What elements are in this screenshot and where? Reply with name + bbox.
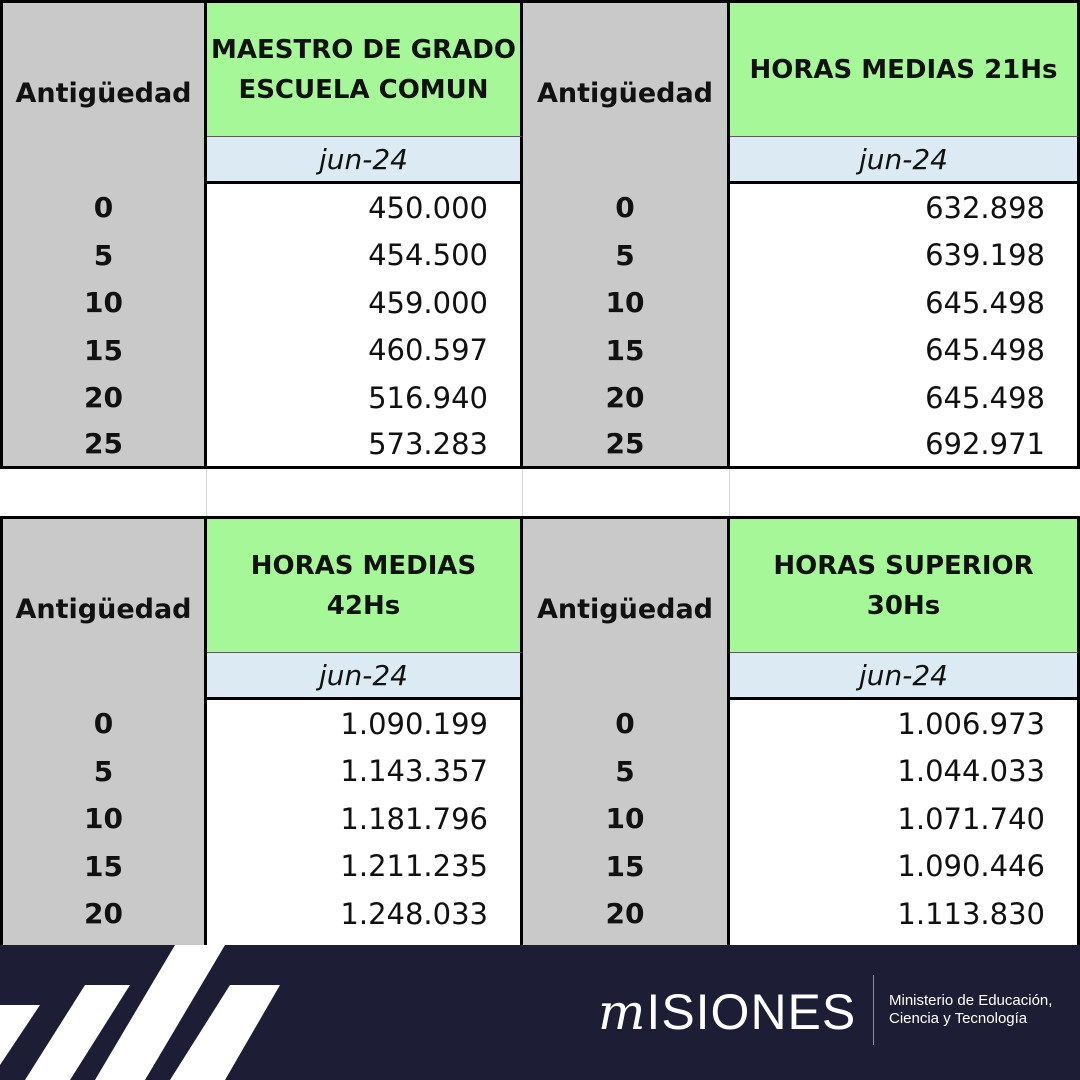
value-cell: 1.113.830 xyxy=(730,890,1080,938)
age-cell: 10 xyxy=(0,795,207,843)
age-cell: 15 xyxy=(523,843,730,891)
misiones-m-mark-icon xyxy=(0,945,320,1080)
age-cell: 25 xyxy=(523,422,730,470)
age-cell: 10 xyxy=(0,279,207,327)
date-label: jun-24 xyxy=(730,137,1080,184)
age-cell: 0 xyxy=(523,184,730,232)
value-cell: 1.090.199 xyxy=(207,700,523,748)
age-cell: 20 xyxy=(523,890,730,938)
value-cell: 1.006.973 xyxy=(730,700,1080,748)
title-line: HORAS SUPERIOR 30Hs xyxy=(773,550,1034,621)
age-cell: 0 xyxy=(0,700,207,748)
horas-medias-21-title xyxy=(730,0,1080,137)
empty-cell xyxy=(730,469,1080,516)
value-cell: 1.071.740 xyxy=(730,795,1080,843)
value-cell: 1.181.796 xyxy=(207,795,523,843)
age-cell: 15 xyxy=(0,327,207,375)
age-cell: 5 xyxy=(523,748,730,796)
value-cell: 632.898 xyxy=(730,184,1080,232)
ministry-line: Ciencia y Tecnología xyxy=(889,1010,1028,1027)
antiguedad-header: Antigüedad xyxy=(0,516,207,700)
date-label: jun-24 xyxy=(207,653,523,700)
age-cell: 20 xyxy=(523,374,730,422)
value-cell: 645.498 xyxy=(730,279,1080,327)
value-cell: 1.143.357 xyxy=(207,748,523,796)
value-cell: 1.248.033 xyxy=(207,890,523,938)
age-cell: 15 xyxy=(523,327,730,375)
misiones-logo xyxy=(598,984,856,1040)
antiguedad-header: Antigüedad xyxy=(523,0,730,184)
logo-divider xyxy=(873,975,874,1045)
title-line: MAESTRO DE GRADO xyxy=(211,34,516,65)
age-cell: 5 xyxy=(0,232,207,280)
horas-superior-30-title xyxy=(730,516,1080,653)
title-line: HORAS MEDIAS 42Hs xyxy=(250,550,477,621)
value-cell: 459.000 xyxy=(207,279,523,327)
age-cell: 10 xyxy=(523,795,730,843)
value-cell: 692.971 xyxy=(730,422,1080,470)
age-cell: 0 xyxy=(0,184,207,232)
value-cell: 460.597 xyxy=(207,327,523,375)
value-cell: 645.498 xyxy=(730,374,1080,422)
value-cell: 1.044.033 xyxy=(730,748,1080,796)
age-cell: 5 xyxy=(523,232,730,280)
brand-initial: m xyxy=(598,983,647,1041)
value-cell: 450.000 xyxy=(207,184,523,232)
value-cell: 1.090.446 xyxy=(730,843,1080,891)
brand-text: ISIONES xyxy=(646,984,857,1040)
antiguedad-header: Antigüedad xyxy=(523,516,730,700)
title-line: ESCUELA COMUN xyxy=(238,74,489,105)
title-line: HORAS MEDIAS 21Hs xyxy=(749,54,1058,85)
age-cell: 10 xyxy=(523,279,730,327)
date-label: jun-24 xyxy=(730,653,1080,700)
value-cell: 645.498 xyxy=(730,327,1080,375)
maestro-grado-title xyxy=(207,0,523,137)
ministry-line: Ministerio de Educación, xyxy=(889,992,1053,1009)
empty-cell xyxy=(0,469,207,516)
age-cell: 15 xyxy=(0,843,207,891)
empty-cell xyxy=(207,469,523,516)
age-cell: 20 xyxy=(0,374,207,422)
age-cell: 20 xyxy=(0,890,207,938)
antiguedad-header: Antigüedad xyxy=(0,0,207,184)
horas-medias-42-title xyxy=(207,516,523,653)
value-cell: 639.198 xyxy=(730,232,1080,280)
age-cell: 0 xyxy=(523,700,730,748)
value-cell: 1.211.235 xyxy=(207,843,523,891)
value-cell: 454.500 xyxy=(207,232,523,280)
empty-cell xyxy=(523,469,730,516)
ministry-name xyxy=(889,992,1052,1028)
value-cell: 573.283 xyxy=(207,422,523,470)
age-cell: 5 xyxy=(0,748,207,796)
date-label: jun-24 xyxy=(207,137,523,184)
age-cell: 25 xyxy=(0,422,207,470)
value-cell: 516.940 xyxy=(207,374,523,422)
